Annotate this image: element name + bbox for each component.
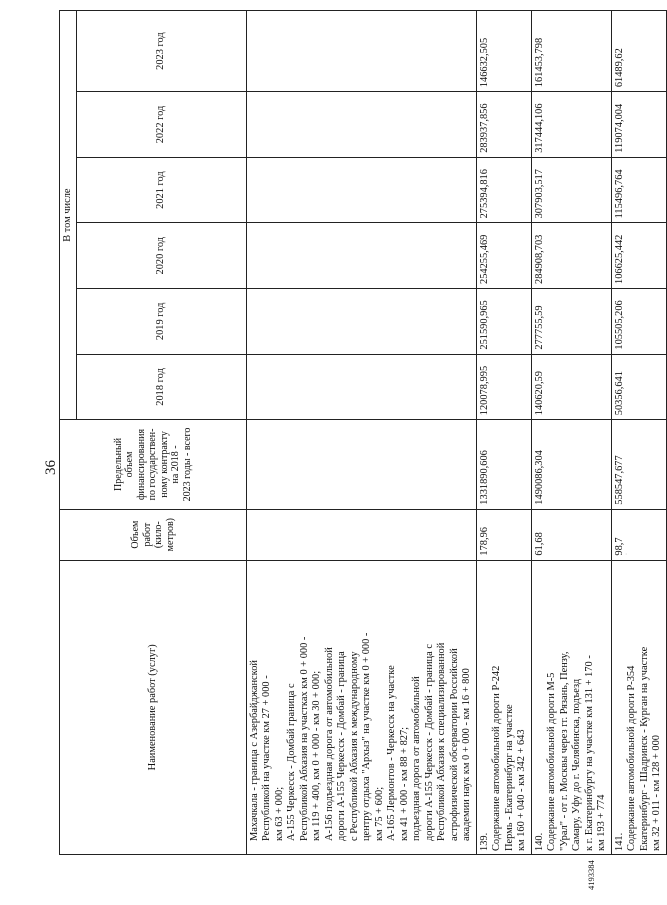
header-volume: Объем работ (кило- метров) <box>60 509 247 560</box>
row-2022: 119074,004 <box>611 92 666 158</box>
continuation-line: Республикой Абхазия к специализированной <box>436 642 448 841</box>
continuation-line: км 75 + 600; <box>373 786 385 841</box>
rotated-table-sheet <box>37 10 663 890</box>
header-year-2019: 2019 год <box>77 289 247 355</box>
row-name: Содержание автомобильной дороги М-5 "Урал" - от г. Москвы через гг. Рязань, Пензу, Самару, Уфу до г. Челябинска, подъезд к г. Екатеринбургу на участке км 131 + 170 - км 193 + 774 <box>546 651 608 851</box>
header-year-2023: 2023 год <box>77 11 247 92</box>
row-name: Содержание автомобильной дороги Р-354 Екатеринбург - Шадринск - Курган на участке км 32 + 011 - км 128 + 000 <box>626 646 663 851</box>
row-2023: 61489,62 <box>611 11 666 92</box>
continuation-line: астрофизической обсерватории Российской <box>448 648 460 841</box>
row-total: 1331890,606 <box>476 420 531 509</box>
continuation-line: академии наук км 0 + 000 - км 16 + 800 <box>461 668 473 841</box>
continuation-line: км 119 + 400, км 0 + 000 - км 30 + 000; <box>311 670 323 841</box>
row-2020: 284908,703 <box>531 223 611 289</box>
continuation-line: дороги А-155 Черкесск - Домбай - граница <box>336 651 348 841</box>
header-including: В том числе <box>60 11 77 420</box>
row-2021: 307903,517 <box>531 157 611 223</box>
header-year-2021: 2021 год <box>77 157 247 223</box>
row-name: Содержание автомобильной дороги Р-242 Пермь - Екатеринбург на участке км 160 + 040 - км 342 + 643 <box>491 665 528 851</box>
header-limit: Предельный объем финансирования по государствен- ному контракту на 2018 - 2023 годы - всего <box>60 420 247 509</box>
continuation-line: Республикой на участке км 27 + 000 - <box>261 675 273 841</box>
row-total: 558547,677 <box>611 420 666 509</box>
row-volume: 178,96 <box>476 509 531 560</box>
continuation-line: с Республикой Абхазия к международному <box>348 651 360 841</box>
faint-mark: · <box>624 553 630 555</box>
table-row <box>611 11 666 855</box>
document-id: 4193384 <box>586 860 596 890</box>
row-2022: 283937,856 <box>476 92 531 158</box>
row-total: 1490086,304 <box>531 420 611 509</box>
row-2020: 106625,442 <box>611 223 666 289</box>
row-2018: 140620,59 <box>531 354 611 420</box>
header-year-2018: 2018 год <box>77 354 247 420</box>
row-2023: 161453,798 <box>531 11 611 92</box>
row-volume: 61,68 <box>531 509 611 560</box>
works-table <box>59 10 667 855</box>
continuation-line: А-165 Лермонтов - Черкесск на участке <box>386 665 398 841</box>
header-year-2022: 2022 год <box>77 92 247 158</box>
table-row-continuation <box>247 11 477 855</box>
row-2019: 105505,206 <box>611 289 666 355</box>
row-number: 140. <box>533 832 545 851</box>
row-2018: 50356,641 <box>611 354 666 420</box>
row-2019: 277755,59 <box>531 289 611 355</box>
continuation-line: Махачкала - граница с Азербайджанской <box>249 660 260 841</box>
continuation-line: центру отдыха "Архыз" на участке км 0 + 000 - <box>361 632 373 841</box>
table-row <box>476 11 531 855</box>
row-2019: 251590,965 <box>476 289 531 355</box>
row-2021: 115496,764 <box>611 157 666 223</box>
row-number: 141. <box>613 832 625 851</box>
row-2021: 275394,816 <box>476 157 531 223</box>
header-year-2020: 2020 год <box>77 223 247 289</box>
table-row <box>531 11 611 855</box>
continuation-line: км 63 + 000; <box>273 786 285 841</box>
row-number: 139. <box>478 832 490 851</box>
continuation-text <box>247 560 477 854</box>
row-2022: 317444,106 <box>531 92 611 158</box>
page-number: 36 <box>43 460 59 475</box>
continuation-line: км 41 + 000 - км 88 + 827; <box>398 726 410 841</box>
header-name: Наименование работ (услуг) <box>60 560 247 854</box>
row-2020: 254255,469 <box>476 223 531 289</box>
continuation-line: подъездная дорога от автомобильной <box>411 676 423 841</box>
row-2023: 146632,505 <box>476 11 531 92</box>
row-volume: 98,7 <box>611 509 666 560</box>
continuation-line: Республикой Абхазия на участках км 0 + 000 - <box>298 636 310 841</box>
row-2018: 120078,995 <box>476 354 531 420</box>
continuation-line: А-155 Черкесск - Домбай граница с <box>286 683 298 841</box>
continuation-line: дороги А-155 Черкесск - Домбай - граница с <box>423 644 435 841</box>
continuation-line: А-156 подъездная дорога от автомобильной <box>323 647 335 841</box>
